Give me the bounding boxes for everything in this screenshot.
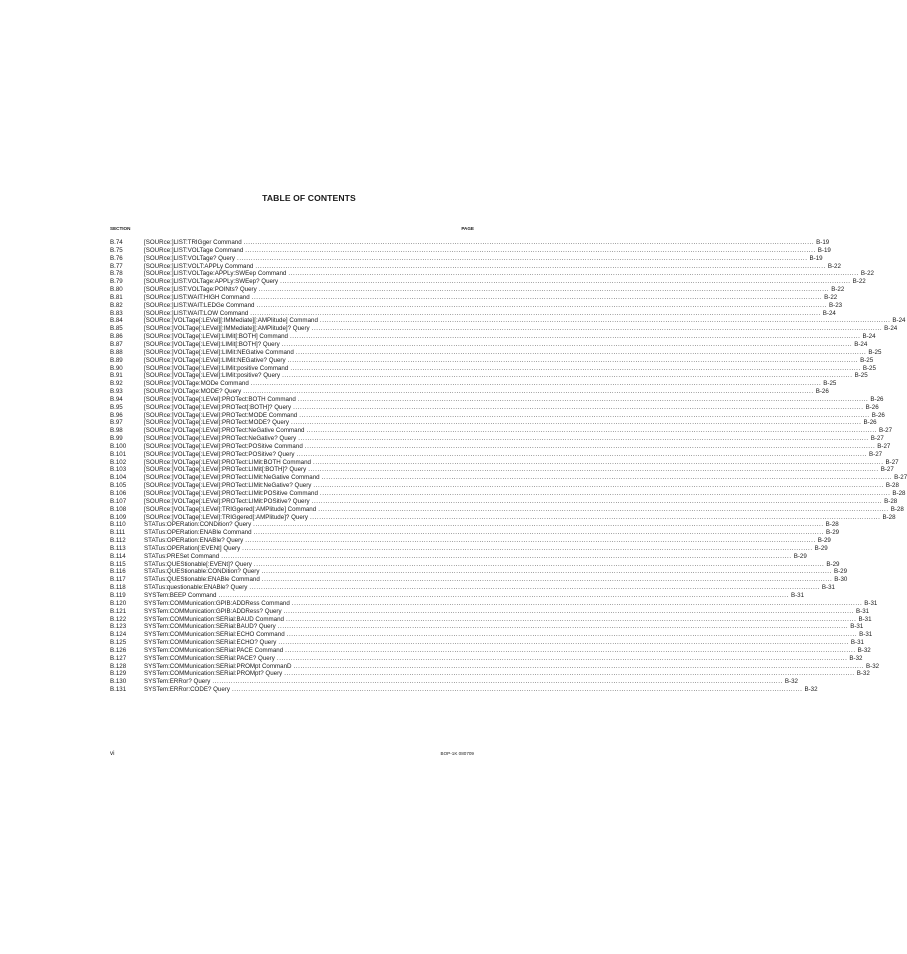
toc-entry-title: SYSTem:COMMunication:SERial:BAUD Command [144,615,284,623]
toc-entry-leader [277,655,848,663]
toc-entry[interactable] [110,623,864,631]
toc-entry-title: [SOURce:]LIST:VOLTage:APPLy:SWEep Command [144,270,287,278]
toc-entry-title: [SOURce:]LIST:VOLTage:APPLy:SWEep? Query [144,278,279,286]
toc-entry-title: [SOURce:]VOLTage[:LEVel]:PROTect:MODE Command [144,411,298,419]
toc-entry-section: B.94 [110,395,123,403]
toc-entry-title: SYSTem:COMMunication:SERial:PACE? Query [144,654,275,662]
toc-entry[interactable] [110,340,868,349]
toc-entry-title: [SOURce:]VOLTage[:LEVel]:PROTect:MODE? Query [144,419,289,427]
toc-entry-page: B-28 [884,497,898,505]
toc-entry-title: [SOURce:]LIST:WAIT:LOW Command [144,309,249,317]
toc-entry-page: B-24 [822,309,836,317]
toc-entry-section: B.124 [110,631,127,639]
toc-entry-page: B-26 [865,403,879,411]
toc-entry-section: B.83 [110,309,123,317]
toc-entry-leader [288,357,859,365]
toc-entry-section: B.121 [110,607,127,615]
toc-entry-page: B-22 [860,270,874,278]
toc-entry-leader [249,584,820,592]
toc-entry-leader [282,372,853,380]
toc-entry-leader [287,631,858,639]
toc-entry-section: B.95 [110,403,123,411]
toc-entry-leader [278,623,849,631]
toc-entry-title: [SOURce:]VOLTage[:LEVel]:TRIGgered[:AMPlitude] Command [144,505,317,513]
footer-doc-id: BOP-1K 080709 [440,751,474,756]
toc-entry-title: [SOURce:]VOLTage[:LEVel]:PROTect:NeGative? Query [144,435,297,443]
toc-entry-title: SYSTem:COMMunication:SERial:PROMpt? Query [144,670,283,678]
toc-entry-section: B.127 [110,654,127,662]
toc-entry-title: SYSTem:COMMunication:SERial:PACE Command [144,646,284,654]
toc-entry-leader [298,435,869,443]
toc-entry-title: [SOURce:]VOLTage[:LEVel]:LIMit:positive? Query [144,372,281,380]
toc-entry-leader [284,670,855,678]
toc-entry-section: B.105 [110,482,127,490]
toc-entry-page: B-19 [817,246,831,254]
toc-entry-section: B.118 [110,584,126,592]
toc-entry-section: B.89 [110,356,123,364]
toc-entry-title: [SOURce:]LIST:WAIT:LEDGe Command [144,301,255,309]
toc-entry-section: B.109 [110,513,127,521]
toc-entry-leader [320,317,891,325]
toc-entry-title: [SOURce:]LIST:WAIT:HIGH Command [144,293,250,301]
page-column-header: PAGE [461,226,474,231]
toc-entry-page: B-31 [790,591,805,599]
toc-entry-title: STATus:OPERation[:EVENt] Query [144,544,241,552]
toc-entry-title: SYSTem:ERRor? Query [144,678,211,686]
toc-entry-page: B-28 [892,490,906,497]
toc-entry-title: [SOURce:]VOLTage:MODE? Query [144,388,242,396]
toc-entry-page: B-25 [854,372,868,380]
toc-entry-title: SYSTem:COMMunication:SERial:PROMpt CommanD [144,662,292,670]
toc-entry-section: B.107 [110,497,127,505]
toc-entry-leader [244,239,815,247]
toc-entry-title: [SOURce:]LIST:TRIGger Command [144,239,242,246]
toc-entry-leader [280,278,851,286]
toc-entry-leader [310,514,881,522]
toc-entry-leader [293,404,864,412]
toc-entry-section: B.102 [110,458,127,466]
toc-entry-title: SYSTem:ERRor:CODE? Query [144,686,230,694]
toc-entry-title: [SOURce:]LIST:VOLT:APPLy Command [144,262,254,270]
toc-entry-title: [SOURce:]VOLTage[:LEVel]:PROTect[:BOTH]? Query [144,403,292,411]
toc-entry[interactable] [110,568,848,576]
toc-entry-section: B.123 [110,623,127,631]
toc-entry-section: B.97 [110,419,123,427]
toc-entry-page: B-32 [856,670,870,678]
toc-entry-page: B-22 [827,262,841,270]
toc-entry-leader [290,365,861,373]
toc-entry-section: B.91 [110,372,123,380]
toc-entry-leader [250,310,821,318]
toc-entry-page: B-31 [858,615,872,623]
toc-entry-leader [288,270,859,278]
toc-entry[interactable] [110,607,870,616]
toc-entry-leader [308,466,879,474]
toc-entry-page: B-27 [894,474,907,482]
toc-entry-page: B-27 [869,450,883,458]
toc-entry-page: B-27 [885,458,899,466]
toc-entry-page: B-25 [862,364,876,372]
toc-entry[interactable] [110,372,868,380]
toc-entry-page: B-32 [804,686,818,694]
toc-entry[interactable] [110,521,839,529]
toc-entry-page: B-28 [825,521,839,529]
toc-entry[interactable] [110,670,870,678]
toc-entry-section: B.85 [110,325,123,333]
toc-entry-title: [SOURce:]VOLTage[:LEVel]:PROTect:POSitive? Query [144,450,295,458]
toc-entry-page: B-29 [793,552,807,560]
toc-entry-title: [SOURce:]LIST:VOLTage? Query [144,254,236,262]
toc-entry-leader [242,545,813,553]
toc-entry-section: B.110 [110,521,126,529]
toc-entry-page: B-32 [866,662,880,670]
toc-entry-page: B-32 [857,646,871,654]
toc-entry-title: STATus:OPERation:CONDition? Query [144,521,252,529]
toc-entry-page: B-32 [784,678,798,686]
toc-entry-page: B-27 [880,466,894,474]
toc-entry-leader [278,639,849,647]
toc-entry-section: B.90 [110,364,123,372]
toc-entry-section: B.125 [110,639,127,647]
toc-entry-section: B.86 [110,333,123,341]
toc-entry-section: B.131 [110,686,127,694]
toc-entry-page: B-27 [870,435,884,443]
toc-entry-title: [SOURce:]VOLTage[:LEVel]:PROTect:LIMit[:BOTH]? Query [144,466,307,474]
toc-entry-title: SYSTem:BEEP Command [144,591,217,599]
toc-entry-page: B-31 [859,631,873,639]
toc-entry-section: B.104 [110,474,127,482]
toc-entry-leader [262,576,833,584]
toc-entry-title: [SOURce:]VOLTage[:LEVel]:LIMit:positive Command [144,364,289,372]
toc-entry[interactable] [110,490,906,498]
toc-list [110,239,907,694]
toc-entry-section: B.77 [110,262,123,270]
toc-entry-title: STATus:questionable:ENABle? Query [144,584,248,592]
toc-entry-title: [SOURce:]VOLTage[:LEVel]:LIMit[:BOTH] Command [144,333,288,341]
toc-entry-title: SYSTem:COMMunication:SERial:ECHO Command [144,631,285,639]
toc-entry-leader [292,600,863,608]
toc-entry-section: B.116 [110,568,126,576]
page-title: TABLE OF CONTENTS [262,193,356,203]
toc-entry-leader [312,498,883,506]
toc-entry-section: B.106 [110,490,127,497]
toc-entry[interactable] [110,458,899,467]
toc-entry-leader [255,263,826,271]
toc-entry[interactable] [110,537,831,545]
toc-entry-section: B.126 [110,646,127,654]
toc-entry-page: B-29 [814,544,828,552]
toc-entry-page: B-31 [850,639,864,647]
toc-entry-title: SYSTem:COMMunication:GPIB:ADDRess? Query [144,607,282,615]
toc-entry-page: B-24 [892,317,906,325]
toc-entry-page: B-22 [852,278,866,286]
toc-entry-section: B.78 [110,270,123,278]
toc-entry[interactable] [110,286,845,294]
toc-entry-title: STATus:OPERation:ENABle? Query [144,537,244,545]
toc-entry-section: B.93 [110,388,123,396]
toc-entry-title: [SOURce:]VOLTage[:LEVel]:PROTect:NeGative Command [144,427,305,435]
toc-entry[interactable] [110,317,906,325]
toc-entry-page: B-26 [863,419,877,427]
toc-entry-section: B.117 [110,576,126,584]
toc-entry-page: B-22 [831,286,845,294]
toc-entry-title: STATus:PRESet Command [144,552,220,560]
toc-entry-title: STATus:OPERation:ENABle Command [144,529,252,537]
toc-entry[interactable] [110,544,828,553]
toc-entry-section: B.88 [110,348,123,356]
toc-entry[interactable] [110,497,898,506]
toc-entry-page: B-25 [868,348,882,356]
toc-entry-title: [SOURce:]VOLTage[:LEVel]:LIMit:NEGative Command [144,348,294,356]
toc-entry-leader [290,333,861,341]
toc-entry[interactable] [110,654,863,663]
section-column-header: SECTION [110,226,131,231]
toc-entry-page: B-23 [829,301,843,309]
toc-entry-section: B.128 [110,662,127,670]
toc-entry-title: [SOURce:]VOLTage[:LEVel]:PROTect:LIMit:POSitive? Query [144,497,310,505]
toc-entry[interactable] [110,662,880,671]
toc-entry-leader [221,553,792,561]
toc-entry[interactable] [110,348,882,357]
toc-entry[interactable] [110,442,891,451]
toc-entry[interactable] [110,293,838,302]
toc-entry[interactable] [110,309,836,318]
toc-entry-leader [218,592,789,600]
toc-entry-section: B.79 [110,278,123,286]
toc-entry-page: B-24 [884,325,898,333]
toc-entry-page: B-31 [821,584,835,592]
toc-entry[interactable] [110,450,883,459]
toc-entry-leader [251,380,822,388]
toc-entry-leader [313,482,884,490]
toc-entry-section: B.98 [110,427,123,435]
toc-entry-section: B.76 [110,254,123,262]
toc-entry-title: [SOURce:]LIST:VOLTage Command [144,246,244,254]
toc-entry-section: B.129 [110,670,127,678]
toc-entry-leader [237,255,808,263]
toc-entry-page: B-25 [823,380,837,388]
toc-entry[interactable] [110,646,871,655]
toc-entry-page: B-31 [864,599,878,607]
toc-entry-section: B.101 [110,450,127,458]
toc-entry-page: B-27 [877,442,891,450]
toc-entry[interactable] [110,631,873,639]
toc-entry-title: SYSTem:COMMunication:SERial:BAUD? Query [144,623,276,631]
toc-entry-leader [306,427,877,435]
toc-entry-title: [SOURce:]VOLTage[:LEVel][:IMMediate][:AMPlitude] Command [144,317,318,325]
toc-entry-leader [313,459,884,467]
toc-entry-leader [212,678,783,686]
toc-entry-title: [SOURce:]VOLTage[:LEVel]:PROTect:LIMit:NeGative Command [144,474,320,482]
toc-entry[interactable] [110,246,831,255]
toc-entry-title: [SOURce:]VOLTage[:LEVel][:IMMediate][:AMPlitude]? Query [144,325,310,333]
toc-entry-section: B.100 [110,442,127,450]
toc-entry[interactable] [110,560,840,569]
toc-entry[interactable] [110,505,904,514]
toc-entry[interactable] [110,678,798,686]
toc-entry-section: B.96 [110,411,123,419]
footer-page-number: vi [110,750,115,757]
toc-entry-section: B.120 [110,599,127,607]
toc-entry[interactable] [110,639,864,647]
toc-entry-leader [232,686,803,694]
toc-entry-leader [261,568,832,576]
toc-entry[interactable] [110,466,894,474]
toc-entry-section: B.108 [110,505,127,513]
toc-entry-section: B.87 [110,340,123,348]
toc-entry-leader [298,396,869,404]
toc-entry-title: STATus:QUEStionable:ENABle Command [144,576,260,584]
toc-entry-title: [SOURce:]VOLTage[:LEVel]:PROTect:BOTH Command [144,395,296,403]
toc-entry-leader [297,451,868,459]
toc-entry-leader [284,608,855,616]
toc-entry-page: B-19 [816,239,830,246]
toc-entry-title: STATus:QUEStionable:CONDition? Query [144,568,260,576]
toc-entry[interactable] [110,584,835,592]
toc-entry[interactable] [110,325,898,333]
toc-entry[interactable] [110,278,866,286]
toc-entry-page: B-26 [871,411,885,419]
toc-entry-section: B.80 [110,286,123,294]
toc-entry-section: B.122 [110,615,127,623]
toc-entry[interactable] [110,411,885,420]
toc-entry-section: B.112 [110,537,126,545]
toc-entry-page: B-26 [815,388,829,396]
toc-entry[interactable] [110,427,893,435]
toc-entry-title: [SOURce:]VOLTage[:LEVel]:LIMit:NEGative? Query [144,356,286,364]
toc-entry-leader [286,616,857,624]
toc-entry-title: [SOURce:]VOLTage[:LEVel]:PROTect:POSitive Command [144,442,303,450]
toc-entry-page: B-25 [860,356,874,364]
toc-entry[interactable] [110,301,843,310]
toc-entry[interactable] [110,388,829,396]
toc-entry[interactable] [110,686,818,694]
toc-entry-leader [259,286,830,294]
toc-entry-leader [252,294,823,302]
toc-entry-leader [282,341,853,349]
toc-entry-leader [254,561,825,569]
toc-entry[interactable] [110,552,807,561]
toc-entry-leader [254,529,825,537]
toc-entry-page: B-22 [824,293,838,301]
toc-entry[interactable] [110,262,841,271]
toc-entry[interactable] [110,395,884,404]
toc-entry-leader [245,537,816,545]
toc-entry-section: B.111 [110,529,126,537]
toc-entry[interactable] [110,403,879,412]
toc-entry-section: B.113 [110,544,126,552]
toc-entry-page: B-28 [890,505,904,513]
toc-entry-section: B.99 [110,435,123,443]
toc-entry-title: [SOURce:]VOLTage[:LEVel]:LIMit[:BOTH]? Query [144,340,280,348]
toc-entry-title: [SOURce:]LIST:VOLTage:POINts? Query [144,286,257,294]
toc-entry-section: B.130 [110,678,127,686]
toc-entry-page: B-32 [849,654,863,662]
toc-entry-leader [294,663,865,671]
toc-entry-leader [318,506,889,514]
toc-entry-section: B.74 [110,239,123,246]
toc-entry-page: B-29 [817,537,831,545]
toc-entry-leader [291,419,862,427]
toc-entry-page: B-29 [833,568,848,576]
toc-entry-leader [243,388,814,396]
toc-entry-page: B-28 [882,513,896,521]
toc-entry[interactable] [110,599,878,608]
toc-entry-title: [SOURce:]VOLTage[:LEVel]:PROTect:LIMit:POSitive Command [144,490,318,497]
toc-entry-page: B-29 [826,529,840,537]
toc-entry[interactable] [110,364,876,373]
toc-entry[interactable] [110,576,848,584]
toc-entry-section: B.75 [110,246,123,254]
toc-entry-page: B-27 [878,427,893,435]
toc-entry[interactable] [110,254,823,263]
toc-entry-page: B-26 [870,395,884,403]
toc-entry[interactable] [110,419,877,427]
toc-entry[interactable] [110,591,805,600]
toc-entry-leader [322,474,893,482]
toc-entry-leader [245,247,816,255]
toc-entry-section: B.119 [110,591,126,599]
toc-entry-page: B-28 [885,482,899,490]
toc-entry-page: B-31 [850,623,864,631]
toc-entry-page: B-24 [862,333,876,341]
toc-entry[interactable] [110,529,840,537]
toc-entry-leader [285,647,856,655]
toc-entry[interactable] [110,270,874,278]
toc-entry-leader [299,412,870,420]
toc-entry-section: B.115 [110,560,126,568]
toc-entry-leader [320,490,891,498]
toc-entry-page: B-30 [834,576,848,584]
toc-entry-title: SYSTem:COMMunication:SERial:ECHO? Query [144,639,277,647]
toc-entry[interactable] [110,615,872,624]
toc-entry-leader [312,325,883,333]
toc-entry-section: B.103 [110,466,127,474]
toc-entry[interactable] [110,333,876,341]
toc-entry-leader [305,443,876,451]
toc-entry[interactable] [110,435,884,443]
toc-entry-page: B-24 [854,340,868,348]
toc-entry[interactable] [110,513,896,522]
toc-entry-leader [257,302,828,310]
toc-entry-title: [SOURce:]VOLTage[:LEVel]:PROTect:LIMit:BOTH Command [144,458,312,466]
toc-entry-section: B.82 [110,301,123,309]
toc-entry-section: B.84 [110,317,123,325]
toc-entry-section: B.92 [110,380,123,388]
toc-entry[interactable] [110,380,837,388]
toc-entry-title: [SOURce:]VOLTage:MODe Command [144,380,249,388]
toc-entry-section: B.81 [110,293,123,301]
toc-entry[interactable] [110,356,874,365]
toc-entry[interactable] [110,482,899,490]
toc-entry-page: B-31 [856,607,870,615]
toc-entry[interactable] [110,474,907,482]
toc-entry-title: [SOURce:]VOLTage[:LEVel]:PROTect:LIMit:NeGative? Query [144,482,312,490]
toc-entry-leader [253,521,824,529]
toc-entry[interactable] [110,239,830,247]
toc-entry-title: STATus:QUEStionable[:EVENt]? Query [144,560,252,568]
toc-entry-title: [SOURce:]VOLTage[:LEVel]:TRIGgered[:AMPlitude]? Query [144,513,308,521]
toc-entry-page: B-29 [826,560,840,568]
toc-entry-section: B.114 [110,552,126,560]
toc-entry-title: SYSTem:COMMunication:GPIB:ADDRess Command [144,599,290,607]
toc-entry-leader [296,349,867,357]
toc-entry-page: B-19 [809,254,823,262]
